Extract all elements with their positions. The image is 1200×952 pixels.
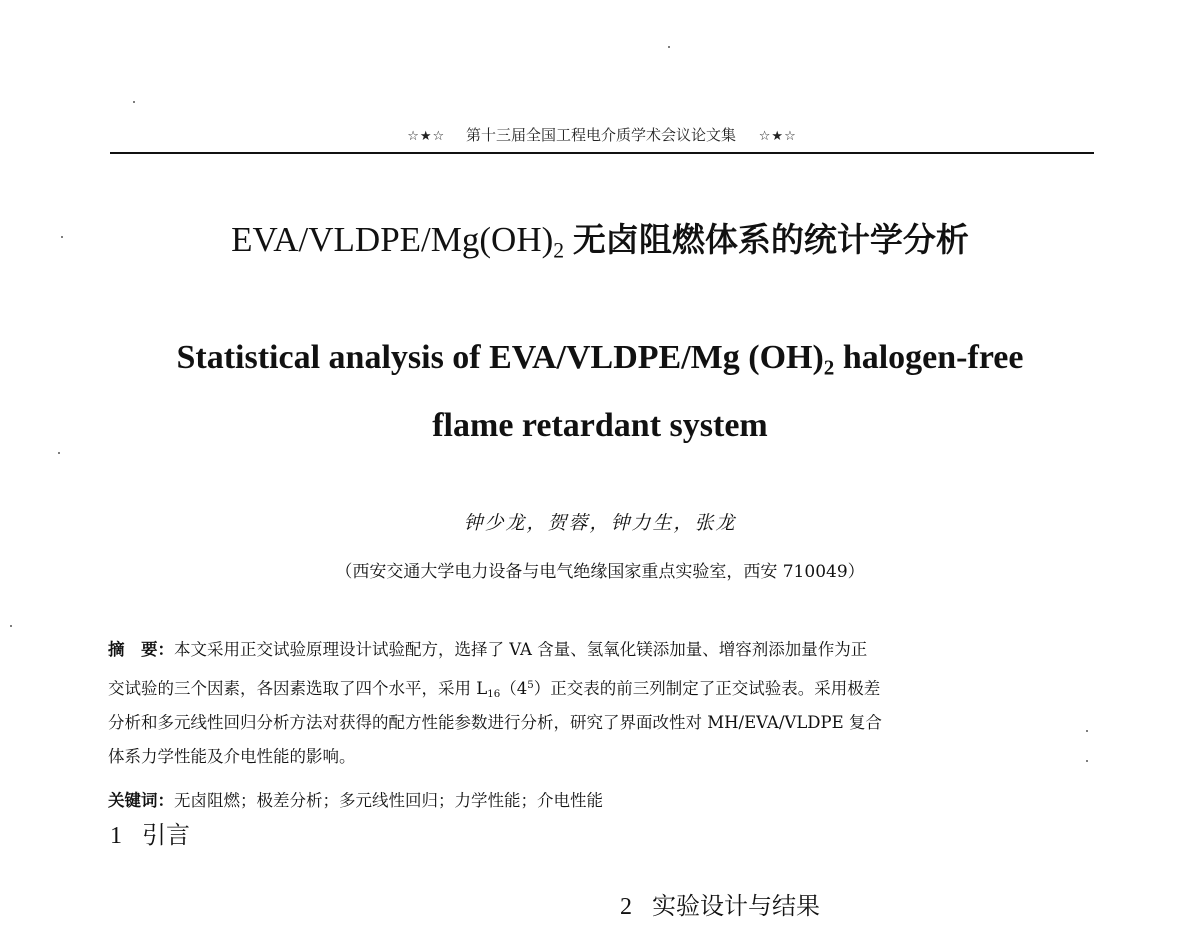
- running-header: [110, 120, 1094, 154]
- abstract-subscript: 16: [487, 689, 501, 701]
- title-chinese: [0, 210, 1200, 270]
- affiliation: （西安交通大学电力设备与电气绝缘国家重点实验室，西安 710049）: [335, 562, 865, 582]
- scan-speck: [10, 625, 12, 627]
- section-title: 实验设计与结果: [652, 892, 820, 920]
- abstract-text: 交试验的三个因素，各因素选取了四个水平，采用 L: [108, 679, 488, 698]
- section-heading-experiment: [620, 886, 820, 927]
- title-cn-text: 无卤阻燃体系的统计学分析: [572, 220, 969, 259]
- abstract-line: 体系力学性能及介电性能的影响。: [108, 747, 356, 766]
- conference-name: 第十三届全国工程电介质学术会议论文集: [465, 126, 736, 144]
- title-en-formula: Statistical analysis of EVA/VLDPE/Mg (OH): [176, 339, 824, 376]
- section-number: 1: [110, 823, 122, 849]
- scan-speck: [668, 46, 670, 48]
- scan-speck: [58, 452, 60, 454]
- abstract-text: 本文采用正交试验原理设计试验配方，选择了 VA 含量、氢氧化镁添加量、增容剂添加量作为正: [174, 640, 868, 659]
- keywords: [108, 786, 1094, 816]
- abstract: [108, 628, 1094, 774]
- abstract-label: 摘 要：: [108, 640, 174, 659]
- abstract-superscript: 5: [527, 679, 534, 691]
- keywords-label: 关键词：: [108, 791, 174, 810]
- title-en-line1-suffix: halogen-free: [834, 339, 1024, 376]
- abstract-line: [108, 628, 1094, 672]
- author-list: 钟少龙，贺蓉，钟力生，张龙: [463, 512, 737, 534]
- title-english-line-2: flame retardant system: [432, 407, 768, 444]
- abstract-line: [108, 672, 1094, 706]
- section-number: 2: [620, 894, 632, 920]
- abstract-line: 分析和多元线性回归分析方法对获得的配方性能参数进行分析，研究了界面改性对 MH/EVA/VLDPE 复合: [108, 713, 882, 732]
- star-decoration-left: ☆★☆: [407, 129, 446, 144]
- scan-speck: [1086, 730, 1088, 732]
- star-decoration-right: ☆★☆: [758, 129, 797, 144]
- title-en-subscript: 2: [823, 355, 835, 380]
- scan-speck: [1086, 760, 1088, 762]
- scan-speck: [133, 101, 135, 103]
- keywords-text: 无卤阻燃；极差分析；多元线性回归；力学性能；介电性能: [174, 791, 603, 810]
- title-cn-formula: EVA/VLDPE/Mg(OH): [231, 220, 554, 259]
- scan-speck: [61, 236, 63, 238]
- title-english-line-1: [0, 330, 1200, 386]
- title-cn-subscript: 2: [553, 238, 565, 263]
- section-title: 引言: [142, 821, 190, 849]
- abstract-text: ）正交表的前三列制定了正交试验表。采用极差: [533, 679, 881, 698]
- abstract-text: （4: [500, 679, 528, 698]
- section-heading-introduction: [110, 815, 190, 856]
